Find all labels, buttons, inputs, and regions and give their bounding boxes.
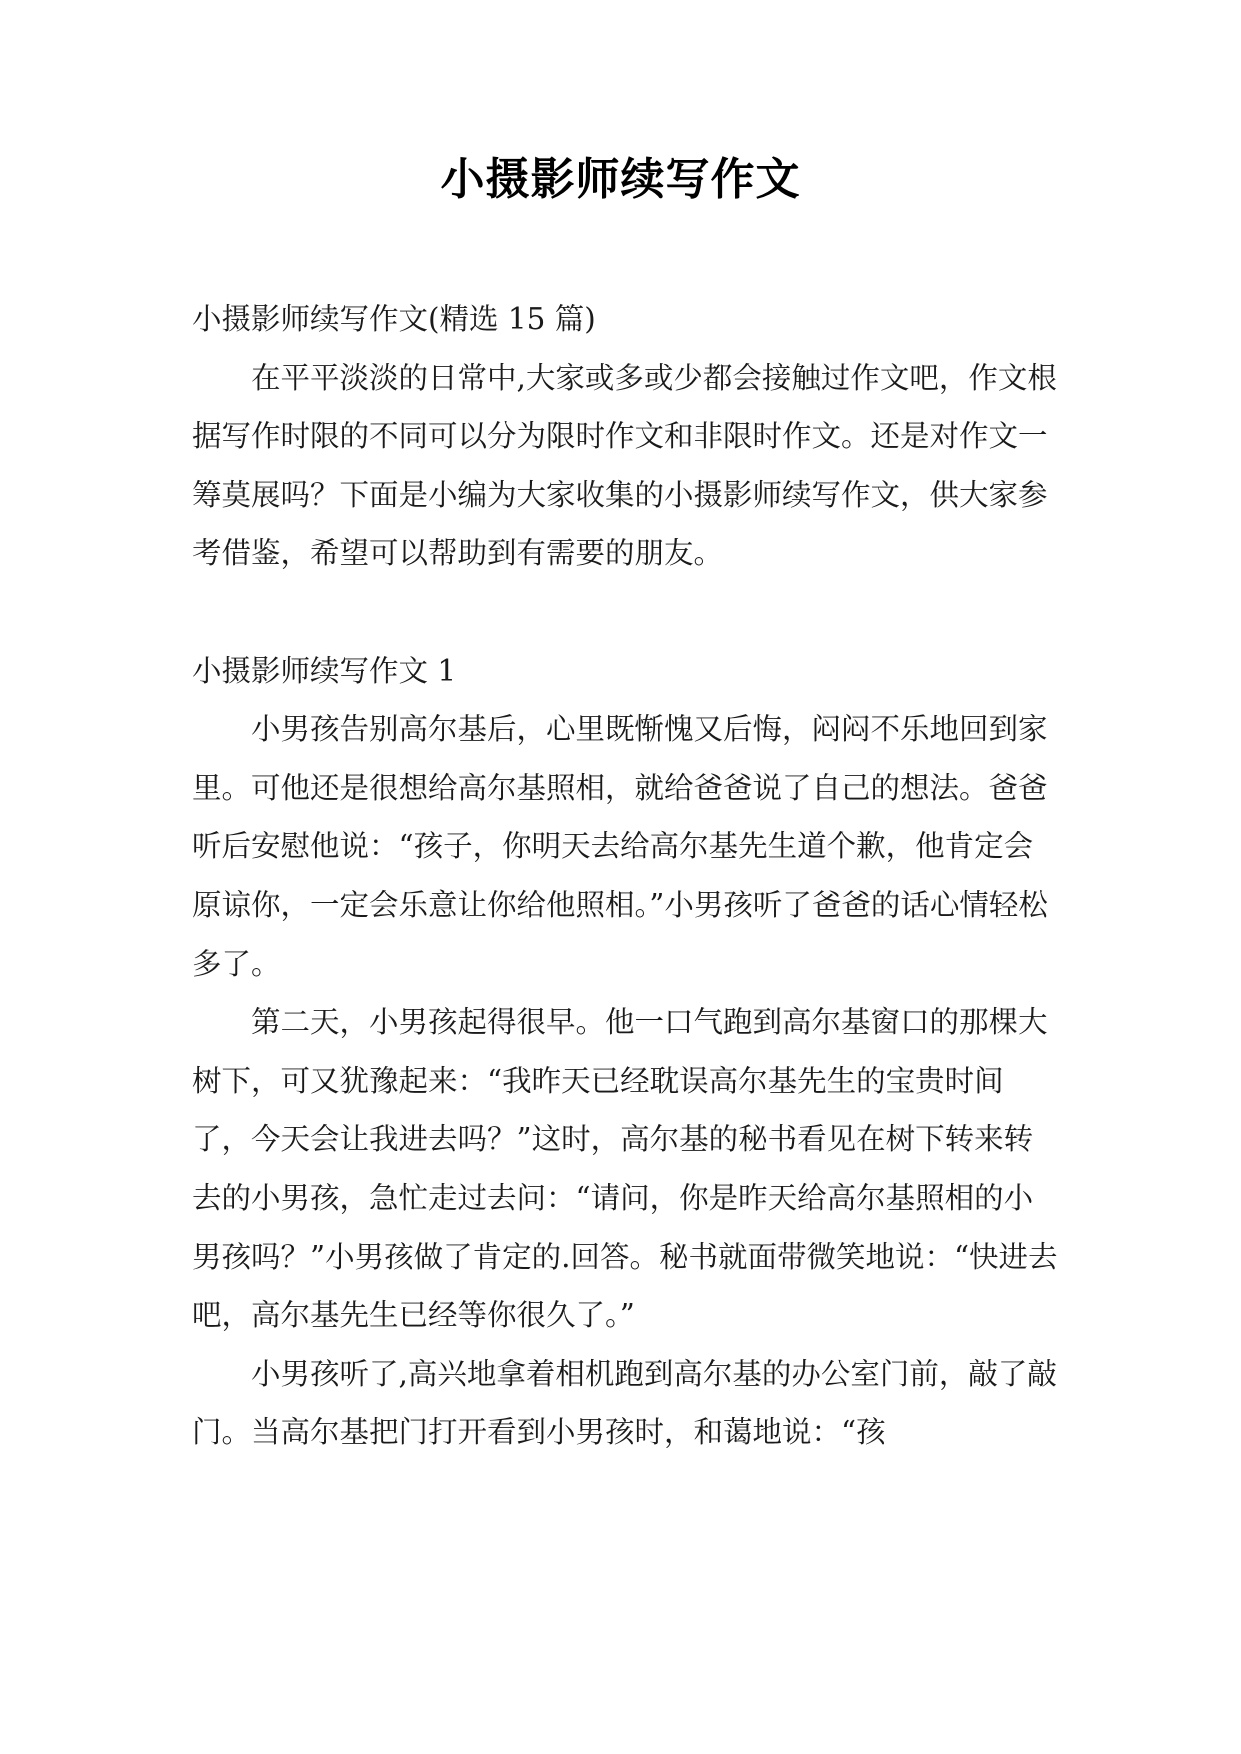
document-body — [192, 290, 1062, 1462]
document-title: 小摄影师续写作文 — [440, 154, 801, 205]
document-subtitle: 小摄影师续写作文(精选 15 篇) — [192, 302, 596, 336]
intro-paragraph: 在平平淡淡的日常中,大家或多或少都会接触过作文吧，作文根据写作时限的不同可以分为限时作文和非限时作文。还是对作文一筹莫展吗？下面是小编为大家收集的小摄影师续写作文，供大家参考借鉴，希望可以帮助到有需要的朋友。 — [192, 360, 1057, 571]
body-paragraph: 小男孩听了,高兴地拿着相机跑到高尔基的办公室门前，敲了敲门。当高尔基把门打开看到小男孩时，和蔼地说：“孩 — [192, 1356, 1057, 1450]
body-paragraph: 第二天，小男孩起得很早。他一口气跑到高尔基窗口的那棵大树下，可又犹豫起来：“我昨天已经耽误高尔基先生的宝贵时间了，今天会让我进去吗？”这时，高尔基的秘书看见在树下转来转去的小男孩，急忙走过去问：“请问，你是昨天给高尔基照相的小男孩吗？”小男孩做了肯定的.回答。秘书就面带微笑地说：“快进去吧，高尔基先生已经等你很久了。” — [192, 1005, 1058, 1333]
section-spacer — [192, 583, 1062, 642]
section-heading: 小摄影师续写作文 1 — [192, 653, 457, 688]
body-paragraph: 小男孩告别高尔基后，心里既惭愧又后悔，闷闷不乐地回到家里。可他还是很想给高尔基照相，就给爸爸说了自己的想法。爸爸听后安慰他说：“孩子，你明天去给高尔基先生道个歉，他肯定会原谅你，一定会乐意让你给他照相。”小男孩听了爸爸的话心情轻松多了。 — [192, 712, 1048, 981]
